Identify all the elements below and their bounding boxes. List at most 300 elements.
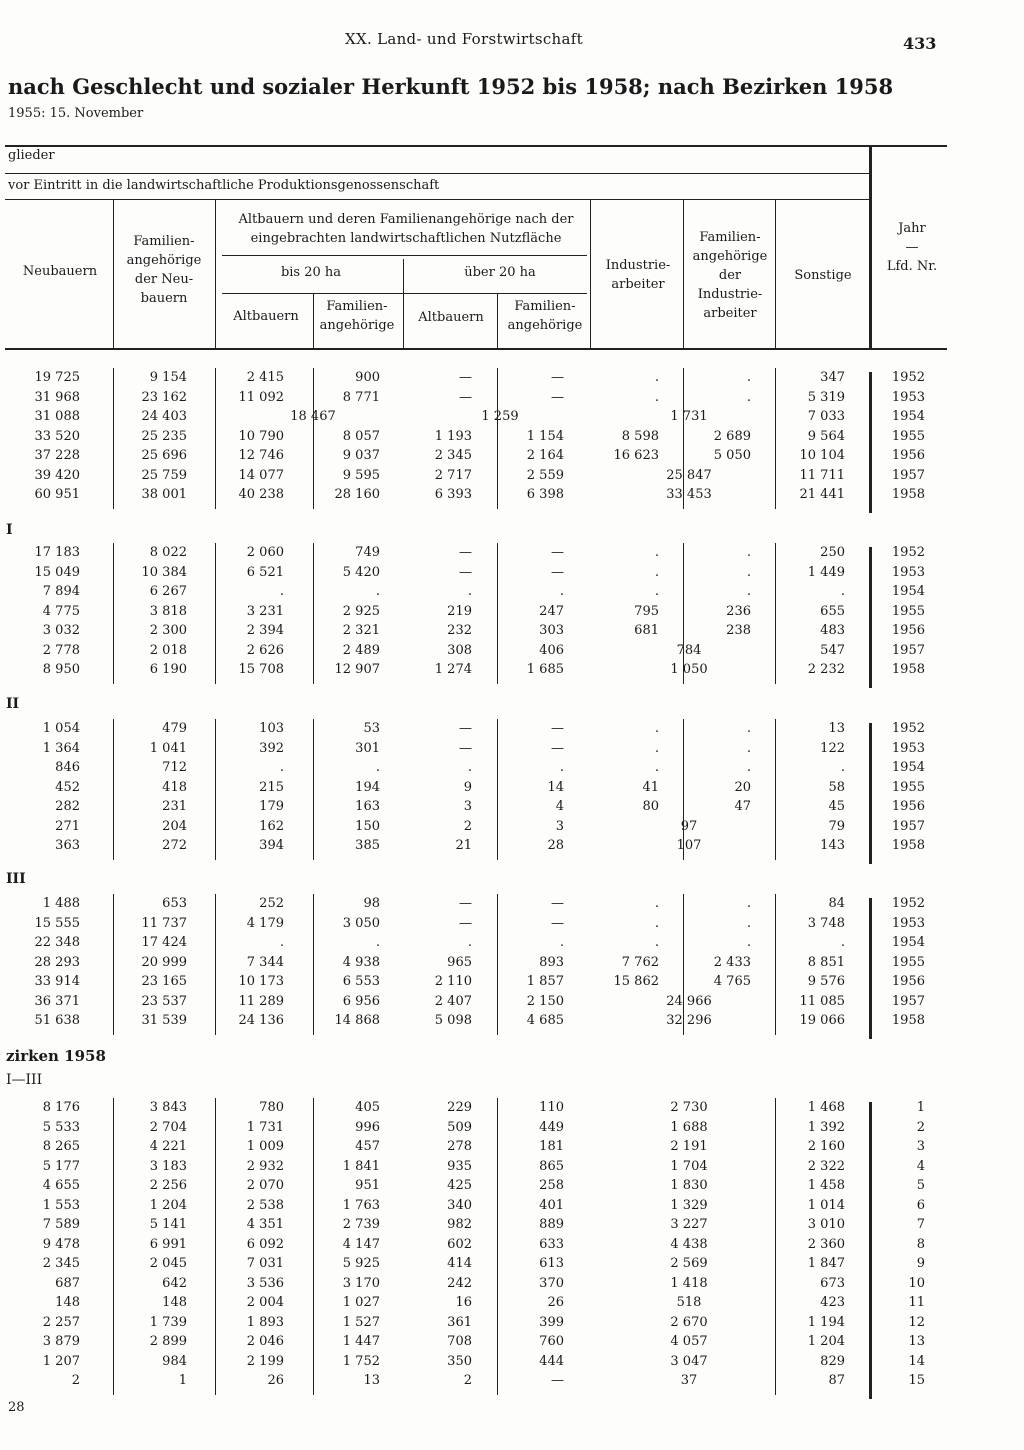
- sec4-row2-neubauern: 15 555: [34, 916, 80, 931]
- sec4-row6-fam-bis20: 6 956: [342, 994, 380, 1009]
- bezirk-row7-neubauern: 7 589: [42, 1217, 80, 1232]
- sec2-row3-jahr: 1954: [891, 584, 925, 599]
- sec2-row1-fam-ueber20: —: [551, 545, 564, 560]
- sec1-jahr-rule: [869, 372, 872, 513]
- sec4-row7-fam-neubauern: 31 539: [141, 1013, 187, 1028]
- sec2-row3-altbauern-ueber20: .: [467, 584, 472, 599]
- bezirk-row12-sonstige: 1 194: [807, 1315, 845, 1330]
- sec2-row7-altbauern-ueber20: 1 274: [434, 662, 472, 677]
- sec1-row7-altbauern-ueber20: 6 393: [434, 487, 472, 502]
- bezirk-row14-jahr: 14: [908, 1354, 925, 1369]
- bezirk-row13-fam-neubauern: 2 899: [149, 1334, 187, 1349]
- bezirk-row3-altbauern-ueber20: 278: [447, 1139, 472, 1154]
- sec1-row1-sonstige: 347: [820, 370, 845, 385]
- bezirke-col-rule-3: [313, 1098, 314, 1395]
- sec1-row7-industrie-total: 33 453: [666, 487, 712, 502]
- sec2-row1-altbauern-bis20: 2 060: [246, 545, 284, 560]
- sec4-col-rule-4: [497, 894, 498, 1035]
- sec2-row5-altbauern-bis20: 2 394: [246, 623, 284, 638]
- sec3-row2-fam-neubauern: 1 041: [149, 741, 187, 756]
- sec1-row1-fam-bis20: 900: [355, 370, 380, 385]
- bezirk-row1-sonstige: 1 468: [807, 1100, 845, 1115]
- sec1-row1-jahr: 1952: [891, 370, 925, 385]
- sec1-row6-altbauern-bis20: 14 077: [238, 468, 284, 483]
- sec4-row1-sonstige: 84: [828, 896, 845, 911]
- sec3-row7-industrie-total: 107: [676, 838, 702, 853]
- header-altbauern-ueber20: Altbauern: [418, 310, 484, 325]
- bezirk-row2-sonstige: 1 392: [807, 1120, 845, 1135]
- sec4-col-rule-6: [775, 894, 776, 1035]
- header-altbauern-group-line-1: Altbauern und deren Familienangehörige nach der: [238, 212, 574, 227]
- header-fam-industrie-line-5: arbeiter: [703, 306, 757, 321]
- bezirk-row2-altbauern-bis20: 1 731: [246, 1120, 284, 1135]
- bezirk-row3-neubauern: 8 265: [42, 1139, 80, 1154]
- sec2-row7-jahr: 1958: [891, 662, 925, 677]
- sec1-row1-neubauern: 19 725: [34, 370, 80, 385]
- header-rule-2: [5, 173, 869, 174]
- sec1-row1-altbauern-ueber20: —: [459, 370, 472, 385]
- bezirk-row12-altbauern-bis20: 1 893: [246, 1315, 284, 1330]
- bezirk-row13-jahr: 13: [908, 1334, 925, 1349]
- sec2-row7-neubauern: 8 950: [42, 662, 80, 677]
- bezirk-row11-industrie-total: 518: [676, 1295, 702, 1310]
- bezirk-row13-industrie-total: 4 057: [670, 1334, 708, 1349]
- running-head: XX. Land- und Forstwirtschaft: [345, 30, 583, 48]
- bezirk-row12-fam-neubauern: 1 739: [149, 1315, 187, 1330]
- bezirk-row2-neubauern: 5 533: [42, 1120, 80, 1135]
- header-jahr-line-1: Jahr: [898, 221, 926, 236]
- sec1-row2-fam-industrie: .: [746, 390, 751, 405]
- sec3-row4-neubauern: 452: [55, 780, 80, 795]
- sec3-col-rule-5: [683, 719, 684, 860]
- sec4-row7-altbauern-ueber20: 5 098: [434, 1013, 472, 1028]
- bezirk-row2-fam-ueber20: 449: [539, 1120, 564, 1135]
- sec1-col-rule-4: [497, 368, 498, 509]
- bezirk-row5-sonstige: 1 458: [807, 1178, 845, 1193]
- bezirk-row1-jahr: 1: [916, 1100, 925, 1115]
- sec4-row6-fam-ueber20: 2 150: [526, 994, 564, 1009]
- sec3-row4-fam-ueber20: 14: [547, 780, 564, 795]
- sec2-row1-industriearbeiter: .: [654, 545, 659, 560]
- sec4-row5-altbauern-ueber20: 2 110: [434, 974, 472, 989]
- sec1-col-rule-3: [313, 368, 314, 509]
- sec2-row3-fam-neubauern: 6 267: [149, 584, 187, 599]
- bezirk-row4-fam-neubauern: 3 183: [149, 1159, 187, 1174]
- bezirk-row3-altbauern-bis20: 1 009: [246, 1139, 284, 1154]
- sec1-row2-jahr: 1953: [891, 390, 925, 405]
- header-bis-20-ha: bis 20 ha: [280, 265, 342, 280]
- sec1-row5-fam-bis20: 9 037: [342, 448, 380, 463]
- sec2-row5-altbauern-ueber20: 232: [447, 623, 472, 638]
- sec3-col-rule-2: [215, 719, 216, 860]
- sec1-row3-altbauern-bis20-total: 18 467: [290, 409, 336, 424]
- page-title: nach Geschlecht und sozialer Herkunft 1952 bis 1958; nach Bezirken 1958: [8, 74, 894, 99]
- sec2-row4-altbauern-bis20: 3 231: [246, 604, 284, 619]
- sec3-row2-sonstige: 122: [820, 741, 845, 756]
- sec2-row5-fam-industrie: 238: [726, 623, 751, 638]
- sec1-row2-industriearbeiter: .: [654, 390, 659, 405]
- sec3-row6-altbauern-ueber20: 2: [463, 819, 472, 834]
- bezirk-row5-jahr: 5: [916, 1178, 925, 1193]
- sec3-row1-fam-ueber20: —: [551, 721, 564, 736]
- sec1-row4-fam-neubauern: 25 235: [141, 429, 187, 444]
- sec1-row6-fam-neubauern: 25 759: [141, 468, 187, 483]
- sec4-row2-fam-neubauern: 11 737: [141, 916, 187, 931]
- sec3-row5-industriearbeiter: 80: [642, 799, 659, 814]
- bezirk-row5-fam-neubauern: 2 256: [149, 1178, 187, 1193]
- sec3-col-rule-3: [313, 719, 314, 860]
- bezirke-lfd-rule: [869, 1102, 872, 1399]
- sec2-row2-jahr: 1953: [891, 565, 925, 580]
- sec4-row4-neubauern: 28 293: [34, 955, 80, 970]
- sec4-row6-sonstige: 11 085: [799, 994, 845, 1009]
- header-fam-industrie-line-4: Industrie-: [697, 287, 763, 302]
- bezirk-row4-industrie-total: 1 704: [670, 1159, 708, 1174]
- header-industriearbeiter-line-1: Industrie-: [605, 258, 671, 273]
- bezirk-row14-altbauern-bis20: 2 199: [246, 1354, 284, 1369]
- sec3-jahr-rule: [869, 723, 872, 864]
- bezirk-row2-jahr: 2: [916, 1120, 925, 1135]
- bezirk-row4-fam-ueber20: 865: [539, 1159, 564, 1174]
- bezirk-row9-industrie-total: 2 569: [670, 1256, 708, 1271]
- header-rule-ha: [222, 293, 587, 294]
- sec3-row7-fam-ueber20: 28: [547, 838, 564, 853]
- sec4-col-rule-1: [113, 894, 114, 1035]
- bezirk-row11-jahr: 11: [908, 1295, 925, 1310]
- sec1-row4-jahr: 1955: [891, 429, 925, 444]
- sec1-row4-fam-bis20: 8 057: [342, 429, 380, 444]
- sec4-row6-industrie-total: 24 966: [666, 994, 712, 1009]
- sec2-row3-sonstige: .: [840, 584, 845, 599]
- sec4-row7-jahr: 1958: [891, 1013, 925, 1028]
- bezirk-row1-altbauern-ueber20: 229: [447, 1100, 472, 1115]
- bezirk-row6-jahr: 6: [916, 1198, 925, 1213]
- sec3-row3-fam-ueber20: .: [559, 760, 564, 775]
- sec3-row4-industriearbeiter: 41: [642, 780, 659, 795]
- header-fam-bis20-line-2: angehörige: [319, 318, 395, 333]
- bezirk-row8-neubauern: 9 478: [42, 1237, 80, 1252]
- sec1-row4-neubauern: 33 520: [34, 429, 80, 444]
- bezirk-row15-altbauern-ueber20: 2: [463, 1373, 472, 1388]
- bezirk-row6-fam-ueber20: 401: [539, 1198, 564, 1213]
- sec2-row3-altbauern-bis20: .: [279, 584, 284, 599]
- sec1-row3-industrie-total: 1 731: [670, 409, 708, 424]
- bezirk-row1-fam-neubauern: 3 843: [149, 1100, 187, 1115]
- sec3-row3-fam-bis20: .: [375, 760, 380, 775]
- bezirk-row4-altbauern-ueber20: 935: [447, 1159, 472, 1174]
- bezirk-row2-fam-bis20: 996: [355, 1120, 380, 1135]
- sec2-row6-neubauern: 2 778: [42, 643, 80, 658]
- sec3-row6-fam-bis20: 150: [355, 819, 380, 834]
- bezirk-row13-altbauern-ueber20: 708: [447, 1334, 472, 1349]
- bezirk-row9-sonstige: 1 847: [807, 1256, 845, 1271]
- sec1-row5-industriearbeiter: 16 623: [613, 448, 659, 463]
- sec1-row7-fam-neubauern: 38 001: [141, 487, 187, 502]
- header-ueber-20-ha: über 20 ha: [464, 265, 536, 280]
- sec3-row7-neubauern: 363: [55, 838, 80, 853]
- sec4-row6-fam-neubauern: 23 537: [141, 994, 187, 1009]
- bezirk-row3-fam-bis20: 457: [355, 1139, 380, 1154]
- bezirk-row11-neubauern: 148: [55, 1295, 80, 1310]
- sec1-col-rule-6: [775, 368, 776, 509]
- header-rule-altbauern: [222, 255, 587, 256]
- sec3-row3-altbauern-bis20: .: [279, 760, 284, 775]
- bezirk-row8-industrie-total: 4 438: [670, 1237, 708, 1252]
- sec1-row6-fam-bis20: 9 595: [342, 468, 380, 483]
- header-fam-ueber20-line-1: Familien-: [514, 299, 576, 314]
- bezirk-row2-fam-neubauern: 2 704: [149, 1120, 187, 1135]
- sec1-row4-altbauern-ueber20: 1 193: [434, 429, 472, 444]
- sec3-row2-fam-ueber20: —: [551, 741, 564, 756]
- sec4-row3-altbauern-bis20: .: [279, 935, 284, 950]
- sec2-row7-industrie-total: 1 050: [670, 662, 708, 677]
- sec2-row4-fam-neubauern: 3 818: [149, 604, 187, 619]
- bezirk-row3-sonstige: 2 160: [807, 1139, 845, 1154]
- header-group-glieder: glieder: [8, 148, 55, 163]
- sec1-row1-industriearbeiter: .: [654, 370, 659, 385]
- bezirk-row11-fam-neubauern: 148: [162, 1295, 187, 1310]
- sec2-row6-altbauern-ueber20: 308: [447, 643, 472, 658]
- sec3-row6-jahr: 1957: [891, 819, 925, 834]
- bezirke-col-rule-4: [497, 1098, 498, 1395]
- sec4-row4-fam-industrie: 2 433: [713, 955, 751, 970]
- sec3-row5-altbauern-ueber20: 3: [463, 799, 472, 814]
- bezirk-row4-neubauern: 5 177: [42, 1159, 80, 1174]
- sec2-col-rule-4: [497, 543, 498, 684]
- bezirk-row3-fam-ueber20: 181: [539, 1139, 564, 1154]
- sec1-row6-industrie-total: 25 847: [666, 468, 712, 483]
- bezirk-row1-fam-bis20: 405: [355, 1100, 380, 1115]
- bezirk-row5-fam-ueber20: 258: [539, 1178, 564, 1193]
- sec4-row1-altbauern-bis20: 252: [259, 896, 284, 911]
- bezirk-row15-altbauern-bis20: 26: [267, 1373, 284, 1388]
- bezirk-row2-altbauern-ueber20: 509: [447, 1120, 472, 1135]
- sec3-row2-altbauern-ueber20: —: [459, 741, 472, 756]
- sec4-row1-altbauern-ueber20: —: [459, 896, 472, 911]
- bezirk-row9-fam-ueber20: 613: [539, 1256, 564, 1271]
- bezirk-row9-jahr: 9: [916, 1256, 925, 1271]
- sec3-row2-industriearbeiter: .: [654, 741, 659, 756]
- sec2-col-rule-1: [113, 543, 114, 684]
- sec2-row3-fam-ueber20: .: [559, 584, 564, 599]
- sec1-row6-sonstige: 11 711: [799, 468, 845, 483]
- sec4-row4-altbauern-bis20: 7 344: [246, 955, 284, 970]
- sec2-col-rule-2: [215, 543, 216, 684]
- header-fam-industrie-line-2: angehörige: [692, 249, 768, 264]
- sec4-row2-fam-bis20: 3 050: [342, 916, 380, 931]
- sec2-row6-fam-neubauern: 2 018: [149, 643, 187, 658]
- bezirk-row12-fam-ueber20: 399: [539, 1315, 564, 1330]
- bezirk-row7-fam-bis20: 2 739: [342, 1217, 380, 1232]
- bezirk-row12-fam-bis20: 1 527: [342, 1315, 380, 1330]
- bezirk-row4-sonstige: 2 322: [807, 1159, 845, 1174]
- bezirk-row6-altbauern-bis20: 2 538: [246, 1198, 284, 1213]
- bezirk-row6-fam-neubauern: 1 204: [149, 1198, 187, 1213]
- sec2-row2-industriearbeiter: .: [654, 565, 659, 580]
- sec3-row3-neubauern: 846: [55, 760, 80, 775]
- sec2-row7-altbauern-bis20: 15 708: [238, 662, 284, 677]
- sec3-row4-fam-industrie: 20: [734, 780, 751, 795]
- sec2-row6-jahr: 1957: [891, 643, 925, 658]
- sec4-row5-fam-bis20: 6 553: [342, 974, 380, 989]
- sec2-row2-fam-bis20: 5 420: [342, 565, 380, 580]
- sec4-row1-fam-industrie: .: [746, 896, 751, 911]
- header-col-sep-4: [683, 200, 684, 348]
- sec1-row2-neubauern: 31 968: [34, 390, 80, 405]
- sec4-row3-fam-bis20: .: [375, 935, 380, 950]
- sec1-row6-fam-ueber20: 2 559: [526, 468, 564, 483]
- bezirk-row6-neubauern: 1 553: [42, 1198, 80, 1213]
- sec4-row4-sonstige: 8 851: [807, 955, 845, 970]
- sec3-row4-sonstige: 58: [828, 780, 845, 795]
- header-rule-3: [5, 199, 869, 200]
- header-sonstige: Sonstige: [794, 268, 852, 283]
- sec3-row6-sonstige: 79: [828, 819, 845, 834]
- sec2-row5-fam-bis20: 2 321: [342, 623, 380, 638]
- sec4-row3-altbauern-ueber20: .: [467, 935, 472, 950]
- sec1-row2-altbauern-bis20: 11 092: [238, 390, 284, 405]
- sec4-row7-fam-ueber20: 4 685: [526, 1013, 564, 1028]
- sec1-row7-neubauern: 60 951: [34, 487, 80, 502]
- title-note: 1955: 15. November: [8, 106, 144, 121]
- page-number: 433: [903, 34, 937, 53]
- sec1-row7-sonstige: 21 441: [799, 487, 845, 502]
- sec2-row2-fam-ueber20: —: [551, 565, 564, 580]
- sec1-row7-fam-ueber20: 6 398: [526, 487, 564, 502]
- bezirk-row14-altbauern-ueber20: 350: [447, 1354, 472, 1369]
- bezirk-row6-industrie-total: 1 329: [670, 1198, 708, 1213]
- sec2-row2-altbauern-bis20: 6 521: [246, 565, 284, 580]
- sec3-col-rule-6: [775, 719, 776, 860]
- header-neubauern: Neubauern: [22, 264, 98, 279]
- bezirk-row10-neubauern: 687: [55, 1276, 80, 1291]
- sec3-row1-fam-bis20: 53: [363, 721, 380, 736]
- sec3-row6-fam-ueber20: 3: [555, 819, 564, 834]
- sec3-row3-sonstige: .: [840, 760, 845, 775]
- sec3-row4-jahr: 1955: [891, 780, 925, 795]
- bezirk-row7-altbauern-bis20: 4 351: [246, 1217, 284, 1232]
- header-col-sep-5: [775, 200, 776, 348]
- sec3-row2-altbauern-bis20: 392: [259, 741, 284, 756]
- sec4-row7-industrie-total: 32 296: [666, 1013, 712, 1028]
- sec4-row5-fam-industrie: 4 765: [713, 974, 751, 989]
- sec2-row3-fam-bis20: .: [375, 584, 380, 599]
- sec2-row1-sonstige: 250: [820, 545, 845, 560]
- sec2-row1-jahr: 1952: [891, 545, 925, 560]
- sec4-row1-industriearbeiter: .: [654, 896, 659, 911]
- bezirk-row11-altbauern-bis20: 2 004: [246, 1295, 284, 1310]
- sec4-row7-neubauern: 51 638: [34, 1013, 80, 1028]
- bezirke-col-rule-5: [775, 1098, 776, 1395]
- bezirk-row14-fam-ueber20: 444: [539, 1354, 564, 1369]
- bezirk-row12-industrie-total: 2 670: [670, 1315, 708, 1330]
- bezirk-row8-fam-bis20: 4 147: [342, 1237, 380, 1252]
- sec3-row3-jahr: 1954: [891, 760, 925, 775]
- sec4-row5-industriearbeiter: 15 862: [613, 974, 659, 989]
- sec2-row6-sonstige: 547: [820, 643, 845, 658]
- bezirk-row4-jahr: 4: [916, 1159, 925, 1174]
- header-fam-industrie-line-1: Familien-: [699, 230, 761, 245]
- sec2-row3-neubauern: 7 894: [42, 584, 80, 599]
- header-ha-sep: [403, 259, 404, 348]
- sec3-row1-fam-industrie: .: [746, 721, 751, 736]
- sec3-row7-fam-bis20: 385: [355, 838, 380, 853]
- sec4-row1-jahr: 1952: [891, 896, 925, 911]
- sec3-row3-industriearbeiter: .: [654, 760, 659, 775]
- bezirk-row11-fam-bis20: 1 027: [342, 1295, 380, 1310]
- sec1-row2-sonstige: 5 319: [807, 390, 845, 405]
- sec3-row1-jahr: 1952: [891, 721, 925, 736]
- sec1-row5-jahr: 1956: [891, 448, 925, 463]
- sec4-row3-fam-industrie: .: [746, 935, 751, 950]
- bezirk-row4-altbauern-bis20: 2 932: [246, 1159, 284, 1174]
- sec4-row4-fam-bis20: 4 938: [342, 955, 380, 970]
- header-jahr-line-3: Lfd. Nr.: [886, 259, 938, 274]
- bezirk-row13-fam-bis20: 1 447: [342, 1334, 380, 1349]
- bezirk-row7-jahr: 7: [916, 1217, 925, 1232]
- sec2-row4-fam-ueber20: 247: [539, 604, 564, 619]
- bezirk-row15-fam-ueber20: —: [551, 1373, 564, 1388]
- bezirk-row14-fam-neubauern: 984: [162, 1354, 187, 1369]
- sec2-jahr-rule: [869, 547, 872, 688]
- bezirk-row5-neubauern: 4 655: [42, 1178, 80, 1193]
- header-altbauern-group-line-2: eingebrachten landwirtschaftlichen Nutzfläche: [250, 231, 562, 246]
- sec2-row4-sonstige: 655: [820, 604, 845, 619]
- sec4-row2-altbauern-bis20: 4 179: [246, 916, 284, 931]
- section-label-4: III: [6, 871, 26, 887]
- sec1-row6-neubauern: 39 420: [34, 468, 80, 483]
- sec1-row1-altbauern-bis20: 2 415: [246, 370, 284, 385]
- sec3-row6-neubauern: 271: [55, 819, 80, 834]
- sec2-row4-altbauern-ueber20: 219: [447, 604, 472, 619]
- sec3-row5-fam-neubauern: 231: [162, 799, 187, 814]
- sec2-row7-fam-neubauern: 6 190: [149, 662, 187, 677]
- sec4-row2-jahr: 1953: [891, 916, 925, 931]
- sec4-row3-sonstige: .: [840, 935, 845, 950]
- bezirk-row15-jahr: 15: [908, 1373, 925, 1388]
- sec4-row5-neubauern: 33 914: [34, 974, 80, 989]
- bezirk-row10-fam-ueber20: 370: [539, 1276, 564, 1291]
- sec2-row6-fam-ueber20: 406: [539, 643, 564, 658]
- header-fam-neubauern-line-4: bauern: [140, 291, 188, 306]
- sec1-row1-fam-ueber20: —: [551, 370, 564, 385]
- sec4-jahr-rule: [869, 898, 872, 1039]
- bezirk-row1-altbauern-bis20: 780: [259, 1100, 284, 1115]
- bezirk-row7-sonstige: 3 010: [807, 1217, 845, 1232]
- sec2-row6-industrie-total: 784: [676, 643, 702, 658]
- sec2-row4-industriearbeiter: 795: [634, 604, 659, 619]
- sec4-col-rule-3: [313, 894, 314, 1035]
- sec1-row1-fam-industrie: .: [746, 370, 751, 385]
- bezirk-row8-altbauern-ueber20: 602: [447, 1237, 472, 1252]
- sec2-row5-fam-neubauern: 2 300: [149, 623, 187, 638]
- bezirk-row12-jahr: 12: [908, 1315, 925, 1330]
- sec4-row4-jahr: 1955: [891, 955, 925, 970]
- bezirk-row5-industrie-total: 1 830: [670, 1178, 708, 1193]
- bezirke-sub: I—III: [6, 1072, 43, 1088]
- sec3-row6-industrie-total: 97: [680, 819, 698, 834]
- sec3-row7-sonstige: 143: [820, 838, 845, 853]
- bezirk-row10-fam-neubauern: 642: [162, 1276, 187, 1291]
- sec3-row7-fam-neubauern: 272: [162, 838, 187, 853]
- header-fam-bis20-line-1: Familien-: [326, 299, 388, 314]
- sec1-row7-altbauern-bis20: 40 238: [238, 487, 284, 502]
- bezirk-row10-fam-bis20: 3 170: [342, 1276, 380, 1291]
- bezirk-row3-fam-neubauern: 4 221: [149, 1139, 187, 1154]
- bezirk-row3-industrie-total: 2 191: [670, 1139, 708, 1154]
- sec4-row2-sonstige: 3 748: [807, 916, 845, 931]
- sec1-row2-altbauern-ueber20: —: [459, 390, 472, 405]
